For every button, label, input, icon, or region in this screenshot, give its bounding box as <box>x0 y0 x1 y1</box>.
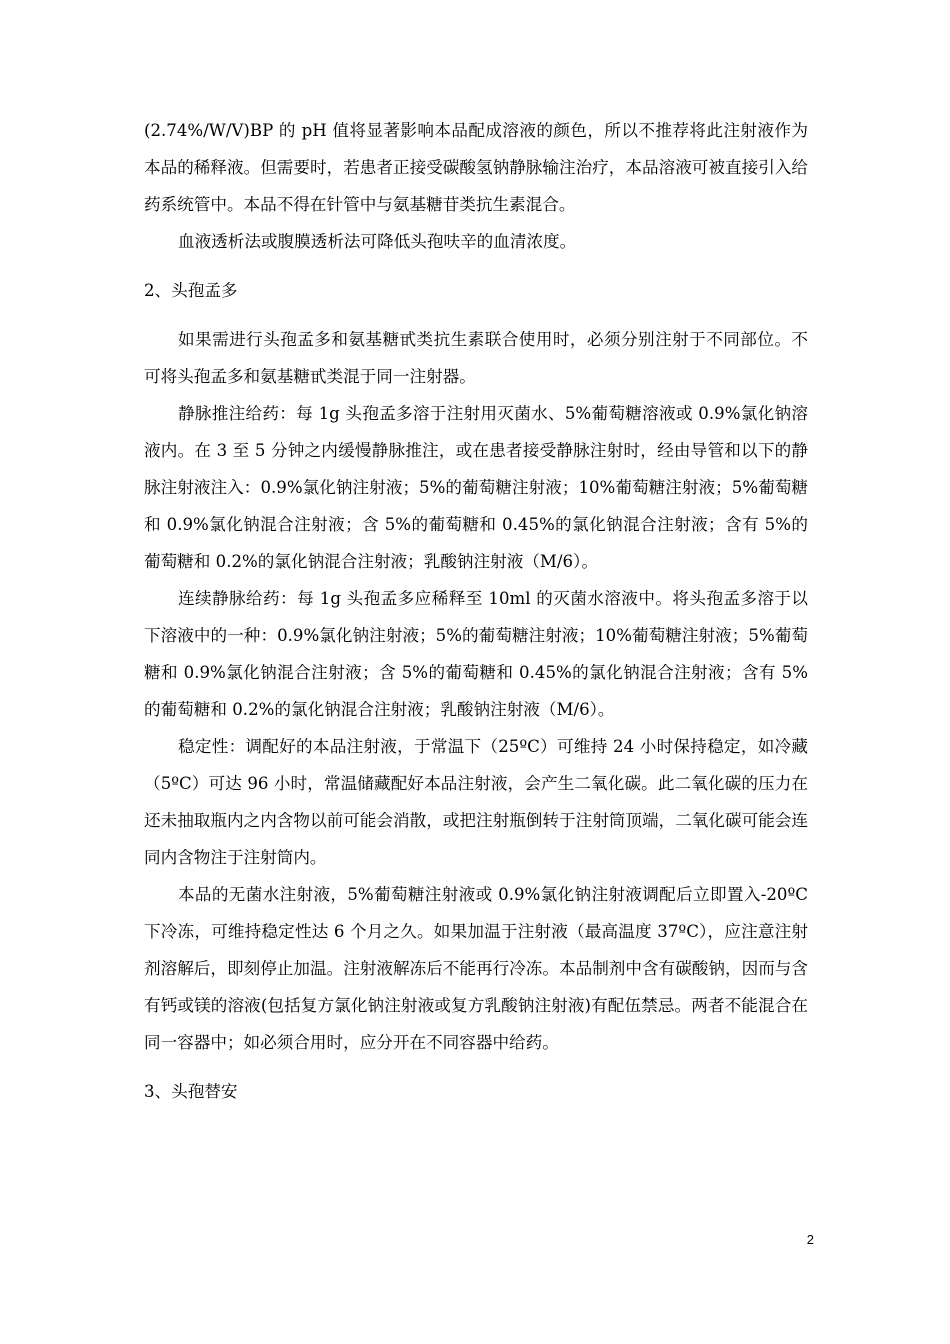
paragraph-iv-push: 静脉推注给药：每 1g 头孢孟多溶于注射用灭菌水、5%葡萄糖溶液或 0.9%氯化钠溶液内。在 3 至 5 分钟之内缓慢静脉推注，或在患者接受静脉注射时，经由导管和以下的静脉注射液注入：0.9%氯化钠注射液；5%的葡萄糖注射液；10%葡萄糖注射液；5%葡萄糖和 0.9%氯化钠混合注射液；含 5%的葡萄糖和 0.45%的氯化钠混合注射液；含有 5%的葡萄糖和 0.2%的氯化钠混合注射液；乳酸钠注射液（M/6）。 <box>144 404 808 571</box>
paragraph-dialysis-note: 血液透析法或腹膜透析法可降低头孢呋辛的血清浓度。 <box>178 232 577 251</box>
page-number: 2 <box>806 1232 814 1247</box>
paragraph-bicarbonate-note: (2.74%/W/V)BP 的 pH 值将显著影响本品配成溶液的颜色，所以不推荐将此注射液作为本品的稀释液。但需要时，若患者正接受碳酸氢钠静脉输注治疗，本品溶液可被直接引入给药系统管中。本品不得在针管中与氨基糖苷类抗生素混合。 <box>144 121 808 214</box>
section-heading-cefamandole: 2、头孢孟多 <box>144 281 238 300</box>
paragraph-frozen-storage: 本品的无菌水注射液，5%葡萄糖注射液或 0.9%氯化钠注射液调配后立即置入-20ºC 下冷冻，可维持稳定性达 6 个月之久。如果加温于注射液（最高温度 37ºC），应注意注射剂溶解后，即刻停止加温。注射液解冻后不能再行冷冻。本品制剂中含有碳酸钠，因而与含有钙或镁的溶液(包括复方氯化钠注射液或复方乳酸钠注射液)有配伍禁忌。两者不能混合在同一容器中；如必须合用时，应分开在不同容器中给药。 <box>144 885 808 1052</box>
section-heading-cefotiam: 3、头孢替安 <box>144 1082 238 1101</box>
paragraph-continuous-iv: 连续静脉给药：每 1g 头孢孟多应稀释至 10ml 的灭菌水溶液中。将头孢孟多溶于以下溶液中的一种：0.9%氯化钠注射液；5%的葡萄糖注射液；10%葡萄糖注射液；5%葡萄糖和 0.9%氯化钠混合注射液；含 5%的葡萄糖和 0.45%的氯化钠混合注射液；含有 5%的葡萄糖和 0.2%的氯化钠混合注射液；乳酸钠注射液（M/6）。 <box>144 589 808 719</box>
paragraph-stability: 稳定性：调配好的本品注射液，于常温下（25ºC）可维持 24 小时保持稳定，如冷藏（5ºC）可达 96 小时，常温储藏配好本品注射液，会产生二氧化碳。此二氧化碳的压力在还未抽取瓶内之内含物以前可能会消散，或把注射瓶倒转于注射筒顶端，二氧化碳可能会连同内含物注于注射筒内。 <box>144 737 808 867</box>
paragraph-aminoglycoside-note: 如果需进行头孢孟多和氨基糖甙类抗生素联合使用时，必须分别注射于不同部位。不可将头孢孟多和氨基糖甙类混于同一注射器。 <box>144 330 808 386</box>
document-body <box>144 112 808 1110</box>
